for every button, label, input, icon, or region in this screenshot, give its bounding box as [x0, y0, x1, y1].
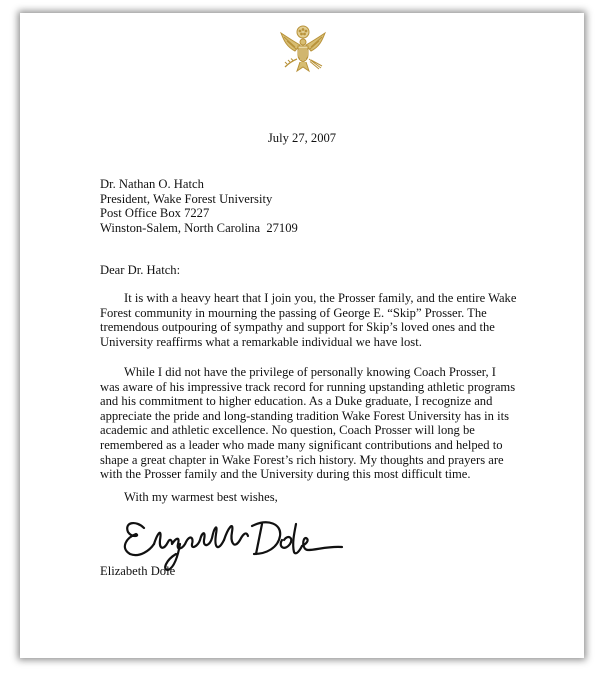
eagle-seal-icon	[275, 23, 331, 75]
recipient-address	[100, 177, 298, 235]
closing-line: With my warmest best wishes,	[124, 490, 278, 504]
address-line: Dr. Nathan O. Hatch	[100, 177, 204, 191]
address-line: Winston-Salem, North Carolina 27109	[100, 220, 298, 235]
address-line: President, Wake Forest University	[100, 191, 273, 206]
salutation: Dear Dr. Hatch:	[100, 263, 181, 277]
handwritten-signature	[106, 510, 346, 572]
letter-page	[20, 13, 584, 658]
address-line: Post Office Box 7227	[100, 206, 210, 221]
body-paragraph: While I did not have the privilege of personally knowing Coach Prosser, I was aware of his impressive track record for running upstanding athletic programs and his commitment to higher education. As a Duke graduate, I recognize and appreciate the pride and long-standing tradition Wake Forest University has in its academic and athletic excellence. No question, Coach Prosser will long be remembered as a leader who made many significant contributions and helped to shape a great chapter in Wake Forest’s rich history. My thoughts and prayers are with the Prosser family and the University during this most difficult time.	[100, 365, 516, 482]
body-paragraph: It is with a heavy heart that I join you, the Prosser family, and the entire Wake Forest community in mourning the passing of George E. “Skip” Prosser. The tremendous outpouring of sympathy and support for Skip’s loved ones and the University reaffirms what a remarkable individual we have lost.	[100, 291, 517, 349]
letter-date: July 27, 2007	[267, 131, 337, 145]
signer-name: Elizabeth Dole	[100, 564, 176, 578]
